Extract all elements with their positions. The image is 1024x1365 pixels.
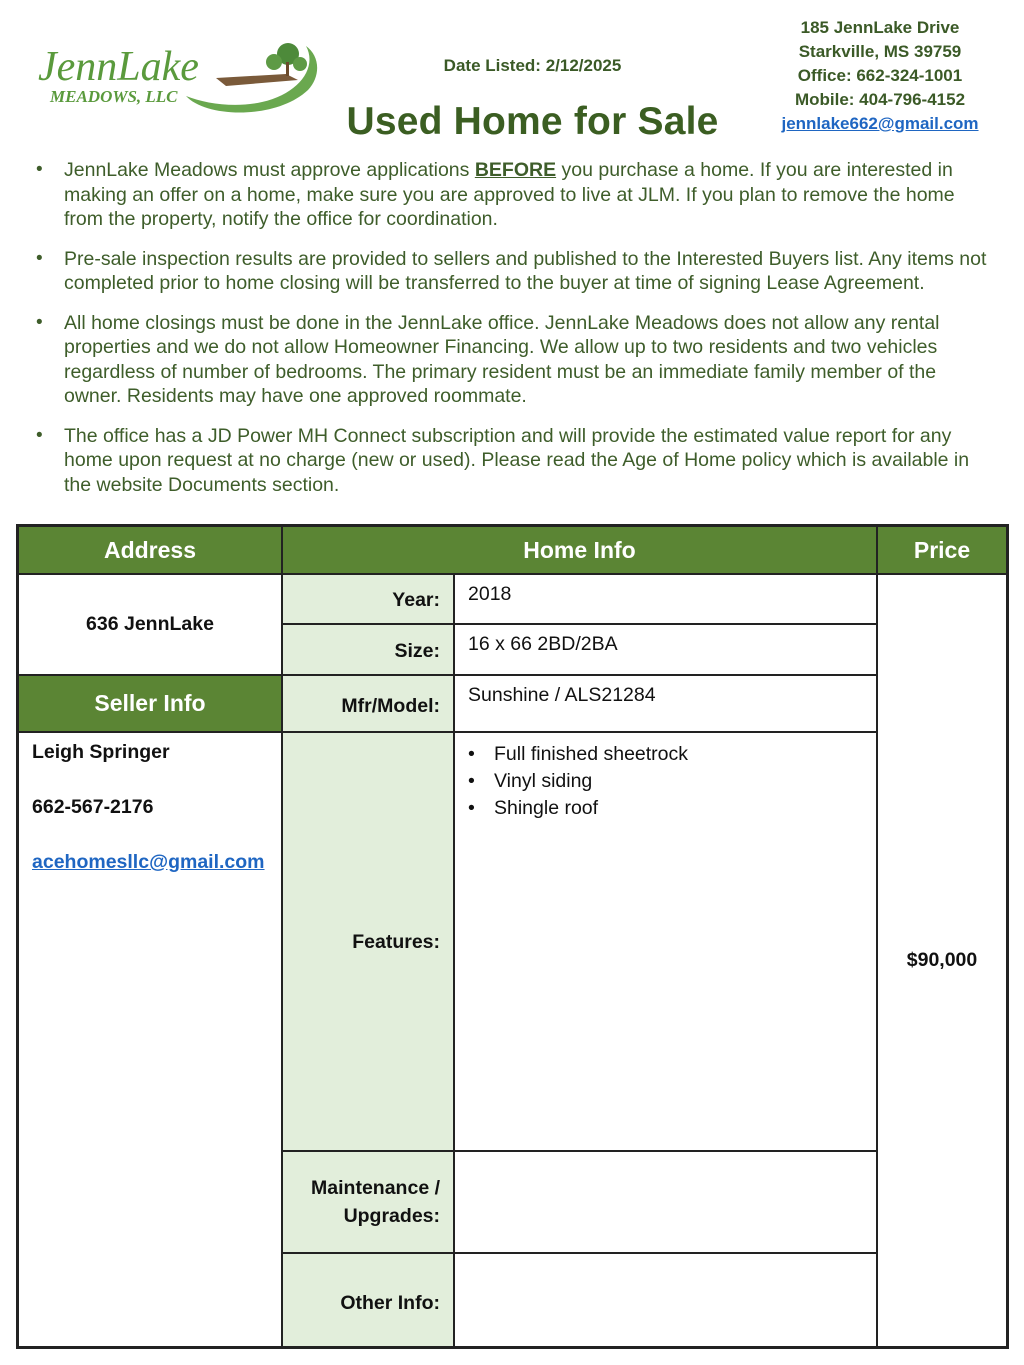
feature-item: • Shingle roof [468, 795, 876, 822]
price-value: $90,000 [877, 574, 1007, 1347]
logo-wordmark: JennLake [38, 44, 199, 90]
home-info-header: Home Info [282, 526, 877, 574]
policy-item: • Pre-sale inspection results are provided to sellers and published to the Interested Buyers list. Any items not completed prior to home closing will be transferred to the buyer at time of signing Lease Agreement. [30, 247, 995, 296]
feature-item: • Full finished sheetrock [468, 741, 876, 768]
date-listed: Date Listed: 2/12/2025 [443, 56, 622, 75]
seller-phone: 662-567-2176 [32, 796, 154, 818]
seller-name: Leigh Springer [32, 741, 170, 763]
office-email-link[interactable]: jennlake662@gmail.com [781, 114, 979, 133]
size-value: 16 x 66 2BD/2BA [454, 624, 877, 675]
policy-emphasis: BEFORE [474, 159, 557, 181]
other-info-value [454, 1253, 877, 1347]
policy-item: • All home closings must be done in the JennLake office. JennLake Meadows does not allow any rental properties and we do not allow Homeowner Financing. We allow up to two residents and two vehicles regardless of number of bedrooms. The primary resident must be an immediate family member of the owner. Residents may have one approved roommate. [30, 311, 995, 409]
listing-table [16, 524, 1009, 1349]
policy-item: • The office has a JD Power MH Connect subscription and will provide the estimated value report for any home upon request at no charge (new or used). Please read the Age of Home policy which is available in the website Documents section. [30, 424, 995, 498]
logo-ground-icon [216, 74, 298, 86]
size-label: Size: [282, 624, 454, 675]
seller-details [18, 732, 282, 1347]
logo-subtitle: MEADOWS, LLC [50, 87, 178, 106]
property-address: 636 JennLake [18, 574, 282, 675]
maintenance-value [454, 1151, 877, 1253]
year-value: 2018 [454, 574, 877, 624]
office-phone: Office: 662-324-1001 [797, 66, 963, 85]
maintenance-label: Maintenance / Upgrades: [282, 1151, 454, 1253]
price-header: Price [877, 526, 1007, 574]
office-contact-block [760, 16, 1000, 136]
mobile-phone: Mobile: 404-796-4152 [794, 90, 966, 109]
jennlake-logo [36, 38, 326, 116]
seller-email-link[interactable]: acehomesllc@gmail.com [32, 851, 265, 873]
features-label: Features: [282, 732, 454, 1151]
office-street: 185 JennLake Drive [800, 18, 960, 37]
office-city: Starkville, MS 39759 [798, 42, 962, 61]
feature-item: • Vinyl siding [468, 768, 876, 795]
other-info-label: Other Info: [282, 1253, 454, 1347]
page-title: Used Home for Sale [346, 100, 719, 143]
features-list [468, 741, 876, 822]
year-label: Year: [282, 574, 454, 624]
model-value: Sunshine / ALS21284 [454, 675, 877, 732]
model-label: Mfr/Model: [282, 675, 454, 732]
features-value [454, 732, 877, 1151]
seller-info-header: Seller Info [18, 675, 282, 732]
address-header: Address [18, 526, 282, 574]
policy-item: • JennLake Meadows must approve applications BEFORE you purchase a home. If you are interested in making an offer on a home, make sure you are approved to live at JLM. If you plan to remove the home from the property, notify the office for coordination. [30, 158, 995, 232]
policy-list [30, 158, 995, 512]
